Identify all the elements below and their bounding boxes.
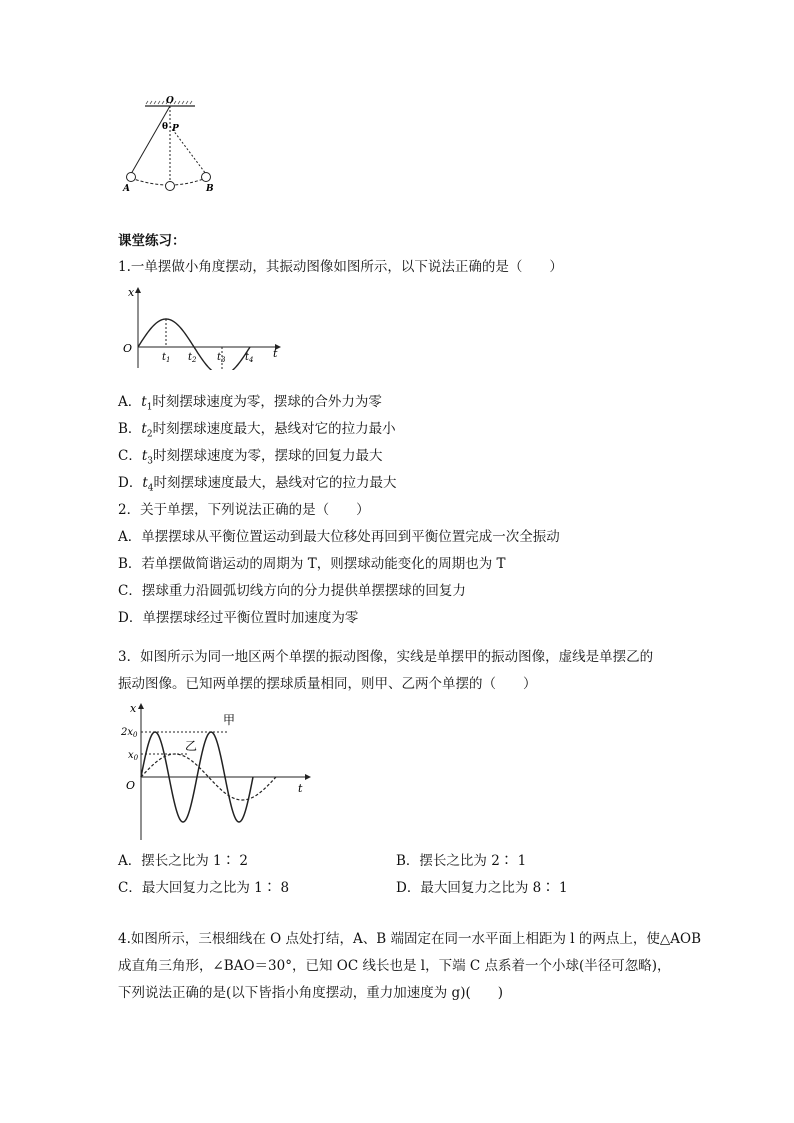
q3-option-b[interactable]: B．摆长之比为 2∶ 1 [396, 853, 527, 869]
q3-option-d[interactable]: D．最大回复力之比为 8∶ 1 [396, 880, 568, 896]
q4-line3: 下列说法正确的是(以下皆指小角度摆动，重力加速度为 g)( ) [118, 985, 503, 1001]
q2-option-a[interactable]: A．单摆摆球从平衡位置运动到最大位移处再回到平衡位置完成一次全振动 [118, 529, 560, 545]
q1-tick-t3: $t_3$ [217, 352, 226, 364]
label-B: B [206, 184, 214, 194]
q3-label-jia: 甲 [223, 713, 236, 727]
q2-stem: 2．关于单摆，下列说法正确的是（ ） [118, 502, 370, 518]
q3-tick-2x0: $2x_0$ [121, 727, 138, 739]
q1-origin-label: O [123, 342, 133, 355]
q3-tick-x0: $x_0$ [128, 750, 139, 762]
q3-t-axis-label: t [298, 782, 303, 795]
q2-option-d[interactable]: D．单摆摆球经过平衡位置时加速度为零 [118, 610, 359, 626]
q1-stem: 1.一单摆做小角度摆动，其振动图像如图所示，以下说法正确的是（ ） [118, 259, 563, 275]
q3-stem-line1: 3．如图所示为同一地区两个单摆的振动图像，实线是单摆甲的振动图像，虚线是单摆乙的 [118, 649, 654, 665]
q1-option-a[interactable]: A．$t_1$时刻摆球速度为零，摆球的合外力为零 [118, 394, 382, 413]
q3-stem-line2: 振动图像。已知两单摆的摆球质量相同，则甲、乙两个单摆的（ ） [118, 676, 537, 692]
q4-line2: 成直角三角形，∠BAO＝30°，已知 OC 线长也是 l，下端 C 点系着一个小球(半径可忽略)， [118, 958, 671, 974]
label-theta: θ [162, 122, 169, 132]
q1-option-c[interactable]: C．$t_3$时刻摆球速度为零，摆球的回复力最大 [118, 448, 383, 467]
q2-option-c[interactable]: C．摆球重力沿圆弧切线方向的分力提供单摆摆球的回复力 [118, 583, 466, 599]
q1-t-axis-label: t [273, 347, 278, 360]
label-O: O [166, 96, 174, 106]
q1-tick-t2: $t_2$ [188, 352, 197, 364]
q1-graph [118, 284, 288, 370]
label-P: P [172, 124, 179, 134]
pendulum-figure [115, 92, 225, 198]
q3-option-c[interactable]: C．最大回复力之比为 1∶ 8 [118, 880, 290, 896]
q1-option-d[interactable]: D．$t_4$时刻摆球速度最大，悬线对它的拉力最大 [118, 475, 397, 494]
q1-tick-t1: $t_1$ [162, 352, 171, 364]
q3-graph [118, 700, 318, 842]
label-A: A [123, 184, 130, 194]
q3-x-axis-label: x [130, 702, 137, 715]
q1-option-b[interactable]: B．$t_2$时刻摆球速度最大，悬线对它的拉力最小 [118, 421, 396, 440]
q3-label-yi: 乙 [185, 739, 198, 753]
q3-origin-label: O [126, 779, 136, 792]
q1-tick-t4: $t_4$ [245, 352, 254, 364]
q4-line1: 4.如图所示，三根细线在 O 点处打结，A、B 端固定在同一水平面上相距为 l 的两点上，使△AOB [118, 931, 702, 947]
q1-x-axis-label: x [128, 286, 135, 299]
section-title: 课堂练习： [118, 233, 186, 249]
q3-option-a[interactable]: A．摆长之比为 1∶ 2 [118, 853, 249, 869]
q2-option-b[interactable]: B．若单摆做简谐运动的周期为 T，则摆球动能变化的周期也为 T [118, 556, 506, 572]
